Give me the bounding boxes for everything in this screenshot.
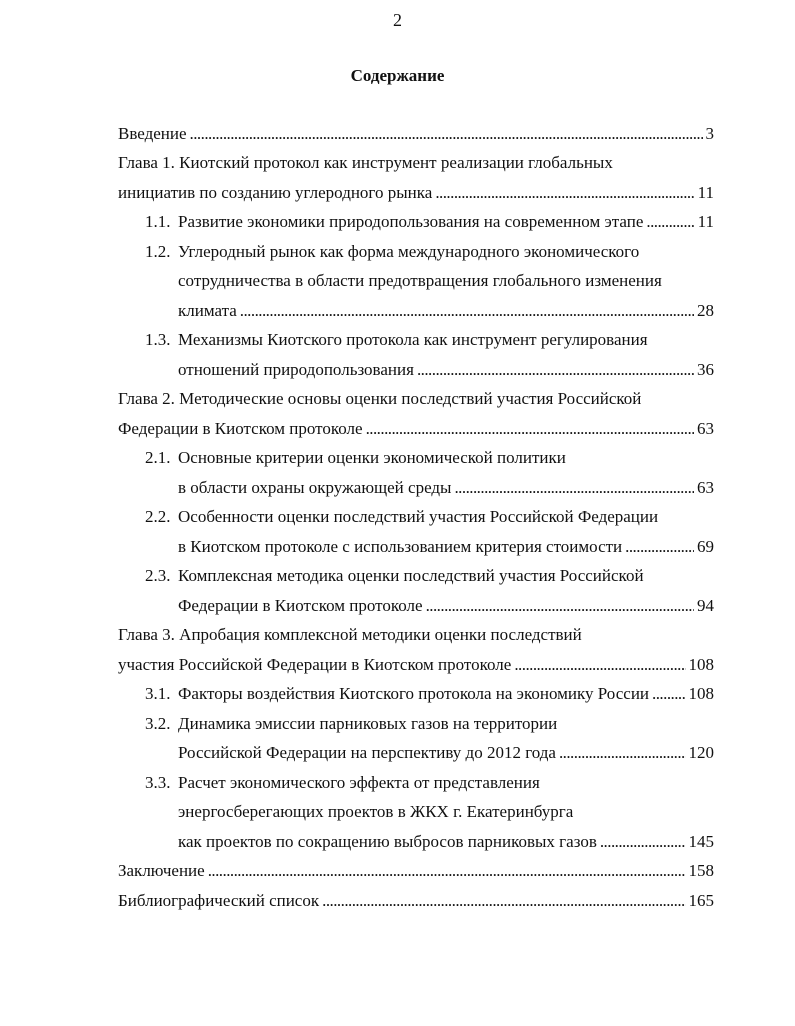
toc-entry-conclusion[interactable] (118, 856, 714, 886)
toc-entry-text: Федерации в Киотском протоколе (178, 596, 423, 615)
toc-section-number: 3.3. (145, 773, 171, 792)
toc-section-number: 3.1. (145, 684, 171, 703)
toc-section-1-1[interactable] (178, 207, 714, 237)
dot-leader (417, 355, 694, 385)
toc-chapter-2-heading[interactable]: Глава 2. Методические основы оценки последствий участия Российской (118, 389, 642, 408)
toc-page-number: 28 (697, 301, 714, 320)
toc-section-1-2-continued[interactable]: сотрудничества в области предотвращения глобального изменения (178, 271, 662, 290)
toc-title: Содержание (350, 66, 445, 85)
toc-chapter-3-heading[interactable]: Глава 3. Апробация комплексной методики оценки последствий (118, 625, 582, 644)
toc-entry-text: отношений природопользования (178, 360, 414, 379)
toc-section-3-1[interactable] (178, 679, 714, 709)
toc-entry-text: Федерации в Киотском протоколе (118, 419, 363, 438)
toc-section-number: 2.1. (145, 448, 171, 467)
toc-entry-text: участия Российской Федерации в Киотском протоколе (118, 655, 512, 674)
toc-section-number: 1.1. (145, 212, 171, 231)
toc-section-number: 2.3. (145, 566, 171, 585)
toc-section-number: 2.2. (145, 507, 171, 526)
toc-page-number: 145 (688, 832, 714, 851)
toc-section-1-2-heading[interactable]: Углеродный рынок как форма международного экономического (178, 242, 640, 261)
dot-leader (240, 296, 694, 326)
dot-leader (208, 856, 686, 886)
toc-section-2-2[interactable] (178, 532, 714, 562)
toc-entry-text: Введение (118, 124, 187, 143)
toc-section-1-3-heading[interactable]: Механизмы Киотского протокола как инструмент регулирования (178, 330, 648, 349)
toc-section-3-3-continued[interactable]: энергосберегающих проектов в ЖКХ г. Екатеринбурга (178, 802, 574, 821)
toc-entry-text: Факторы воздействия Киотского протокола на экономику России (178, 684, 650, 703)
toc-entry-text: как проектов по сокращению выбросов парниковых газов (178, 832, 597, 851)
toc-page-number: 165 (688, 891, 714, 910)
toc-section-number: 1.2. (145, 242, 171, 261)
page-number: 2 (393, 10, 402, 30)
toc-section-2-1[interactable] (178, 473, 714, 503)
toc-chapter-1-heading[interactable]: Глава 1. Киотский протокол как инструмент реализации глобальных (118, 153, 613, 172)
dot-leader (600, 827, 686, 857)
toc-entry-text: Библиографический список (118, 891, 320, 910)
toc-section-number: 3.2. (145, 714, 171, 733)
toc-entry-text: в области охраны окружающей среды (178, 478, 452, 497)
toc-section-2-2-heading[interactable]: Особенности оценки последствий участия Российской Федерации (178, 507, 659, 526)
toc-chapter-2[interactable] (118, 414, 714, 444)
toc-entry-text: Российской Федерации на перспективу до 2012 года (178, 743, 556, 762)
dot-leader (435, 178, 694, 208)
dot-leader (559, 738, 686, 768)
toc-entry-text: Развитие экономики природопользования на современном этапе (178, 212, 644, 231)
toc-section-1-3[interactable] (178, 355, 714, 385)
toc-page-number: 63 (697, 419, 714, 438)
toc-page-number: 108 (688, 684, 714, 703)
dot-leader (514, 650, 685, 680)
toc-entry-intro[interactable] (118, 119, 714, 149)
toc-chapter-1[interactable] (118, 178, 714, 208)
dot-leader (625, 532, 694, 562)
toc-page-number: 69 (697, 537, 714, 556)
dot-leader (454, 473, 694, 503)
toc-section-3-3[interactable] (178, 827, 714, 857)
toc-page-number: 158 (688, 861, 714, 880)
dot-leader (366, 414, 694, 444)
toc-entry-text: климата (178, 301, 237, 320)
toc-section-2-1-heading[interactable]: Основные критерии оценки экономической политики (178, 448, 566, 467)
toc-section-number: 1.3. (145, 330, 171, 349)
dot-leader (652, 679, 685, 709)
toc-page-number: 94 (697, 596, 714, 615)
toc-page-number: 11 (697, 183, 714, 202)
toc-section-2-3[interactable] (178, 591, 714, 621)
toc-section-3-3-heading[interactable]: Расчет экономического эффекта от представления (178, 773, 540, 792)
toc-entry-bibliography[interactable] (118, 886, 714, 916)
toc-page-number: 63 (697, 478, 714, 497)
dot-leader (190, 119, 703, 149)
toc-page-number: 108 (688, 655, 714, 674)
toc-page-number: 36 (697, 360, 714, 379)
toc-page-number: 120 (688, 743, 714, 762)
toc-chapter-3[interactable] (118, 650, 714, 680)
toc-entry-text: в Киотском протоколе с использованием критерия стоимости (178, 537, 623, 556)
toc-page-number: 3 (705, 124, 714, 143)
dot-leader (322, 886, 685, 916)
dot-leader (646, 207, 694, 237)
toc-section-3-2-heading[interactable]: Динамика эмиссии парниковых газов на территории (178, 714, 558, 733)
toc-page-number: 11 (697, 212, 714, 231)
dot-leader (426, 591, 694, 621)
toc-entry-text: Заключение (118, 861, 205, 880)
toc-section-3-2[interactable] (178, 738, 714, 768)
toc-section-2-3-heading[interactable]: Комплексная методика оценки последствий участия Российской (178, 566, 644, 585)
toc-entry-text: инициатив по созданию углеродного рынка (118, 183, 433, 202)
toc-section-1-2[interactable] (178, 296, 714, 326)
